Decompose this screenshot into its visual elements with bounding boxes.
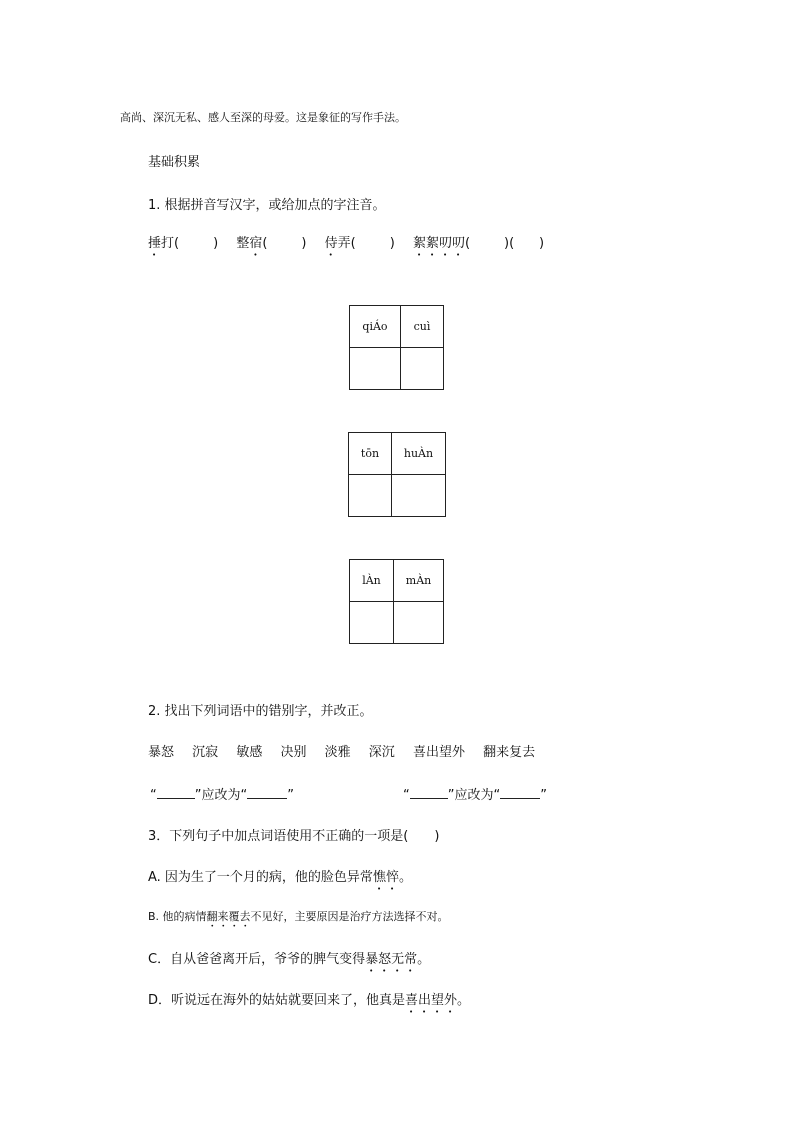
answer-blank[interactable]	[157, 786, 195, 799]
q3-option-c[interactable]: C．自从爸爸离开后，爷爷的脾气变得暴怒无常。	[148, 952, 431, 967]
answer-cell[interactable]	[350, 348, 401, 390]
word: 喜出望外	[412, 745, 465, 760]
q1-prompt: 1. 根据拼音写汉字，或给加点的字注音。	[148, 198, 386, 213]
writing-grid-3	[349, 559, 444, 644]
word: 敏感	[236, 745, 263, 760]
q1-item: 整宿( )	[236, 236, 307, 251]
writing-grid-1	[349, 305, 444, 390]
pinyin-cell: lÀn	[350, 560, 394, 602]
dotted-char: 宿	[249, 236, 263, 251]
q1-item: 侍弄( )	[324, 236, 395, 251]
intro-text: 高尚、深沉无私、感人至深的母爱。这是象征的写作手法。	[120, 111, 406, 124]
answer-cell[interactable]	[350, 602, 394, 644]
answer-cell[interactable]	[392, 475, 446, 517]
answer-blank[interactable]	[247, 786, 287, 799]
answer-cell[interactable]	[394, 602, 444, 644]
correction-line-2: “ ”应改为“ ”	[403, 788, 547, 803]
dotted-phrase: 暴怒无常	[365, 952, 418, 967]
word: 深沉	[368, 745, 395, 760]
pinyin-cell: mÀn	[394, 560, 444, 602]
answer-blank[interactable]	[500, 786, 540, 799]
pinyin-cell: cuì	[401, 306, 444, 348]
q3-prompt: 3．下列句子中加点词语使用不正确的一项是( )	[148, 829, 440, 844]
q1-item: 捶打( )	[148, 236, 219, 251]
q1-item: 絮絮叨叨( )( )	[412, 236, 545, 251]
q2-word-list	[148, 741, 535, 760]
word: 暴怒	[148, 745, 175, 760]
answer-cell[interactable]	[401, 348, 444, 390]
word: 沉寂	[192, 745, 219, 760]
writing-grid-2	[348, 432, 446, 517]
answer-blank[interactable]	[410, 786, 448, 799]
dotted-phrase: 憔悴	[372, 870, 399, 885]
word: 翻来复去	[483, 745, 536, 760]
q1-items-row	[148, 232, 544, 259]
word: 决别	[280, 745, 307, 760]
answer-cell[interactable]	[349, 475, 392, 517]
pinyin-cell: tōn	[349, 433, 392, 475]
pinyin-cell: qiÁo	[350, 306, 401, 348]
q2-prompt: 2. 找出下列词语中的错别字，并改正。	[148, 704, 373, 719]
dotted-char: 捶	[148, 236, 162, 251]
q3-option-d[interactable]: D．听说远在海外的姑姑就要回来了，他真是喜出望外。	[148, 993, 471, 1008]
word: 淡雅	[324, 745, 351, 760]
dotted-char: 絮絮叨叨	[412, 236, 465, 251]
pinyin-cell: huÀn	[392, 433, 446, 475]
q3-option-a[interactable]: A. 因为生了一个月的病，他的脸色异常憔悴。	[148, 870, 412, 885]
correction-line-1: “ ”应改为“ ”	[150, 788, 294, 803]
q3-option-b[interactable]: B. 他的病情翻来覆去不见好，主要原因是治疗方法选择不对。	[148, 910, 449, 923]
dotted-phrase: 喜出望外	[405, 993, 458, 1008]
dotted-phrase: 翻来覆去	[206, 910, 251, 923]
section-title: 基础积累	[148, 155, 201, 170]
dotted-char: 侍	[324, 236, 338, 251]
